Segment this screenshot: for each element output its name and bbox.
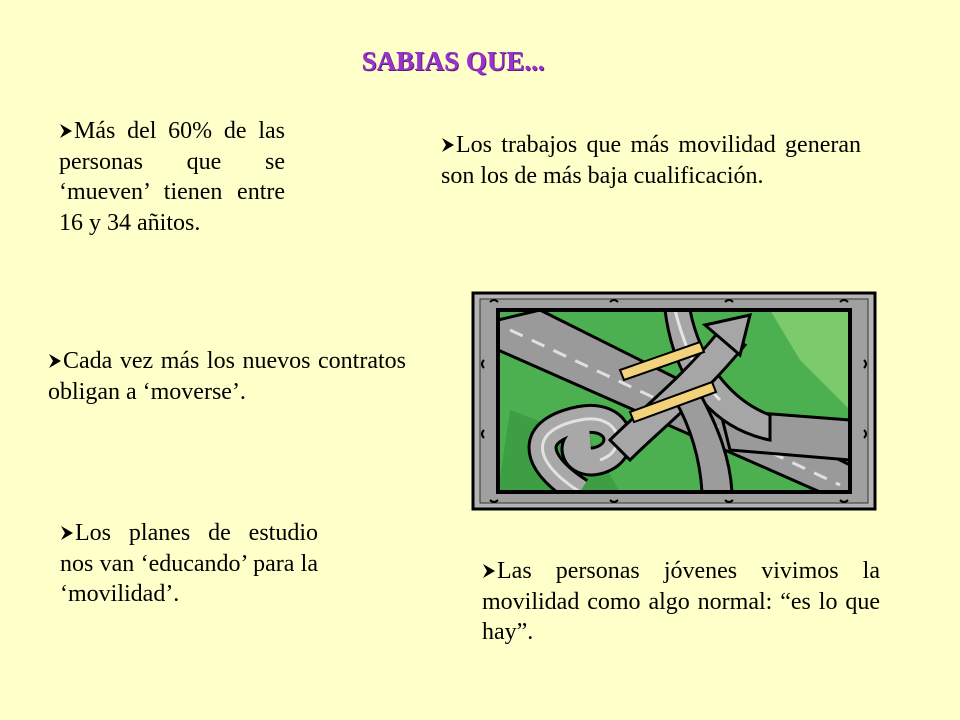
arrowhead-bullet-icon xyxy=(48,353,62,369)
arrowhead-bullet-icon xyxy=(60,525,74,541)
arrowhead-bullet-icon xyxy=(441,137,455,153)
slide-title: SABIAS QUE... xyxy=(361,46,545,76)
bullet-point-young-people xyxy=(482,556,880,648)
bullet-text: Los planes de estudio nos van ‘educando’ para la ‘movilidad’. xyxy=(60,520,318,607)
bullet-text: Más del 60% de las personas que se ‘mueven’ tienen entre 16 y 34 añitos. xyxy=(59,118,285,236)
bullet-text: Cada vez más los nuevos contratos obligan a ‘moverse’. xyxy=(48,348,406,405)
bullet-text: Las personas jóvenes vivimos la movilidad como algo normal: “es lo que hay”. xyxy=(482,558,880,645)
bullet-text: Los trabajos que más movilidad generan son los de más baja cualificación. xyxy=(441,132,861,189)
arrowhead-bullet-icon xyxy=(59,123,73,139)
bullet-point-age xyxy=(59,116,285,238)
bullet-point-jobs xyxy=(441,130,861,191)
bullet-point-contracts xyxy=(48,346,406,407)
highway-interchange-clipart xyxy=(470,290,878,512)
arrowhead-bullet-icon xyxy=(482,563,496,579)
bullet-point-study-plans xyxy=(60,518,318,610)
